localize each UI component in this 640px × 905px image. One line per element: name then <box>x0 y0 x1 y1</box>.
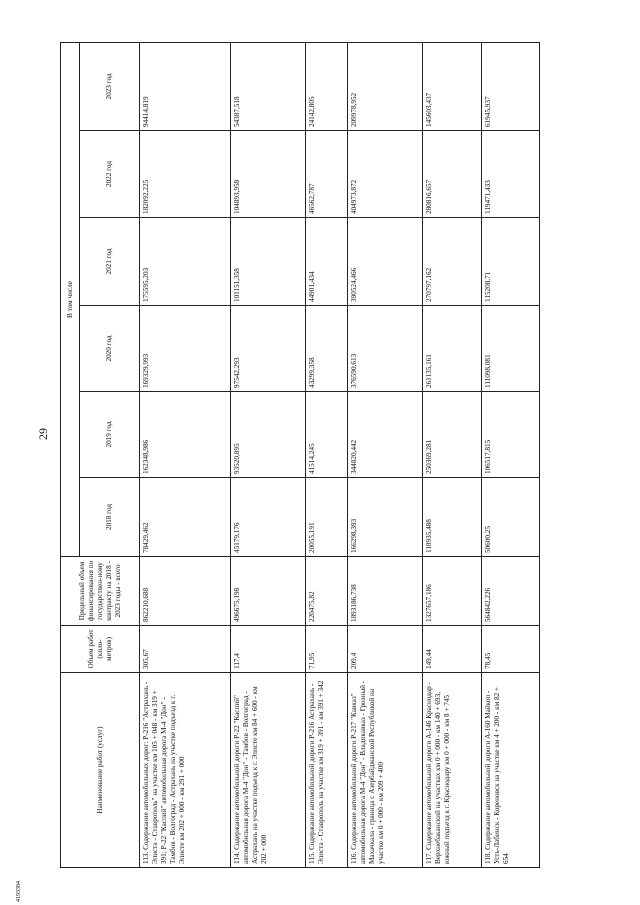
row-total: 564842,226 <box>481 557 540 626</box>
row-2019: 41514,245 <box>306 392 348 478</box>
row-2020: 111098,081 <box>481 306 540 392</box>
row-name: Содержание автомобильной дороги Р-216 Астрахань - Элиста - Ставрополь на участке км 319 + 391 - км 391 + 342 <box>308 680 326 864</box>
table-row <box>306 43 348 868</box>
row-name: Содержание автомобильной дороги Р-22 "Каспий" автомобильная дорога М-4 "Дон" - Тамбов - Волгоград - Астрахань на участке подъезд к г. Элисте км 84 + 600 - км 202 + 000 <box>233 686 269 864</box>
row-2019: 250369,281 <box>423 392 481 478</box>
row-2022: 404973,872 <box>348 131 423 218</box>
row-2021: 115208,71 <box>481 218 540 306</box>
header-year-2023: 2023 год <box>80 43 140 131</box>
row-2018: 20055,191 <box>306 478 348 557</box>
row-total: 496675,198 <box>231 557 306 626</box>
row-name-cell <box>306 673 348 868</box>
row-2020: 43299,358 <box>306 306 348 392</box>
row-2021: 101151,358 <box>231 218 306 306</box>
row-name-cell <box>140 673 231 868</box>
row-index: 116. <box>350 851 359 864</box>
row-total: 220475,82 <box>306 557 348 626</box>
table-body <box>140 43 540 868</box>
row-index: 113. <box>142 851 150 864</box>
row-2022: 182092,225 <box>140 131 231 218</box>
row-2021: 270797,162 <box>423 218 481 306</box>
row-2019: 162348,986 <box>140 392 231 478</box>
row-index: 117. <box>425 851 434 864</box>
row-volume: 209,4 <box>348 626 423 673</box>
row-index: 118. <box>483 851 492 864</box>
row-total: 862210,688 <box>140 557 231 626</box>
row-2022: 280816,657 <box>423 131 481 218</box>
rotated-table-container <box>60 43 540 868</box>
row-2018: 118935,488 <box>423 478 481 557</box>
row-name: Содержание автомобильных дорог: Р-216 "Астрахань - Элиста - Ставрополь" на участке км 105 + 048 - км 319 + 391; Р-22 "Каспий" автомобильная дорога М-4 "Дон" - Тамбов - Волгоград - Астрахань на участке подъезд к г. Элисте км 202 + 000 - км 291 + 000 <box>142 681 186 864</box>
row-2020: 376590,613 <box>348 306 423 392</box>
page-number: 29 <box>36 428 50 440</box>
row-2023: 61945,937 <box>481 43 540 131</box>
row-2018: 166298,393 <box>348 478 423 557</box>
header-year-2018: 2018 год <box>80 478 140 557</box>
row-2021: 175595,203 <box>140 218 231 306</box>
row-name: Содержание автомобильной дороги А-146 Краснодар - Верхнебаканский на участках км 0 + 000 - км 140 + 693, южный подъезд к г. Краснодару км 0 + 000 - км 8 + 745 <box>425 682 452 864</box>
table-row <box>231 43 306 868</box>
header-year-2020: 2020 год <box>80 306 140 392</box>
row-2020: 97542,293 <box>231 306 306 392</box>
row-volume: 78,45 <box>481 626 540 673</box>
row-total: 1893186,738 <box>348 557 423 626</box>
row-2019: 106517,815 <box>481 392 540 478</box>
row-volume: 71,95 <box>306 626 348 673</box>
table-row <box>423 43 481 868</box>
row-total: 1327657,186 <box>423 557 481 626</box>
header-year-2021: 2021 год <box>80 218 140 306</box>
financing-table <box>60 42 540 868</box>
row-index: 114. <box>233 851 242 864</box>
row-name-cell <box>481 673 540 868</box>
header-name: Наименование работ (услуг) <box>61 673 140 868</box>
row-volume: 305,67 <box>140 626 231 673</box>
table-row <box>481 43 540 868</box>
row-2021: 44901,434 <box>306 218 348 306</box>
row-volume: 149,44 <box>423 626 481 673</box>
row-2023: 24142,805 <box>306 43 348 131</box>
row-2020: 169329,993 <box>140 306 231 392</box>
row-volume: 117,4 <box>231 626 306 673</box>
table-row <box>348 43 423 868</box>
row-2023: 145603,437 <box>423 43 481 131</box>
row-2022: 119471,433 <box>481 131 540 218</box>
row-name: Содержание автомобильной дороги Р-217 "Кавказ" автомобильная дорога М-4 "Дон" - Владикавказ - Грозный - Махачкала - граница с Азербайджанской Республикой на участке км 0 + 000 - км 209 + 400 <box>350 680 386 864</box>
row-2018: 45179,176 <box>231 478 306 557</box>
row-2018: 78429,462 <box>140 478 231 557</box>
row-name-cell <box>231 673 306 868</box>
header-volume: Объем работ (кило-метров) <box>61 626 140 673</box>
row-2018: 50600,25 <box>481 478 540 557</box>
header-group: В том числе <box>61 43 80 557</box>
row-name-cell <box>423 673 481 868</box>
row-2023: 54387,518 <box>231 43 306 131</box>
row-2022: 46562,787 <box>306 131 348 218</box>
header-year-2022: 2022 год <box>80 131 140 218</box>
row-name: Содержание автомобильной дороги А-160 Майкоп - Усть-Лабинск - Кореновск на участке км 4 + 200 - км 82 + 654 <box>483 687 510 864</box>
row-2023: 209978,952 <box>348 43 423 131</box>
row-2020: 261135,161 <box>423 306 481 392</box>
header-limit: Предельный объем финансирования по государствен-ному контракту на 2018 - 2023 годы - всего <box>61 557 140 626</box>
row-name-cell <box>348 673 423 868</box>
row-2022: 104893,958 <box>231 131 306 218</box>
row-2019: 344820,442 <box>348 392 423 478</box>
header-year-2019: 2019 год <box>80 392 140 478</box>
row-2021: 390524,466 <box>348 218 423 306</box>
row-2023: 94414,819 <box>140 43 231 131</box>
table-row <box>140 43 231 868</box>
row-2019: 93520,895 <box>231 392 306 478</box>
row-index: 115. <box>308 851 317 864</box>
document-code: 4193384 <box>16 881 22 902</box>
